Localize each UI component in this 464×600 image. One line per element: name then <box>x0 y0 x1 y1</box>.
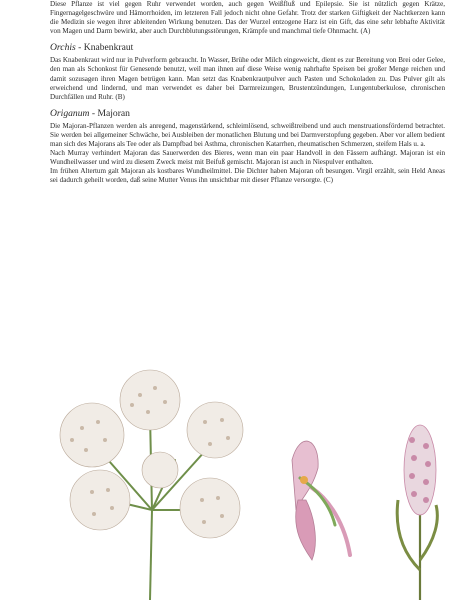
botanical-illustration <box>0 360 464 600</box>
heading-latin-origanum: Origanum <box>50 107 90 119</box>
section-heading-origanum <box>50 108 445 120</box>
orchis-spike-illustration <box>397 425 437 600</box>
text-column <box>50 0 445 186</box>
heading-german-origanum: Majoran <box>97 107 130 119</box>
umbel-plant-illustration <box>60 370 243 600</box>
paragraph-origanum-1: Die Majoran-Pflanzen werden als anregend, magenstärkend, schleimlösend, schweißtreibend und auch menstruationsfördernd betrachtet. Sie werden bei allgemeiner Schwäche, bei Ausbleiben der monatlichen Blutung und bei Darmverstopfung gegeben. Aber vor allem bedient man sich des Majorans als Tee oder als Dampfbad bei Asthma, chronischen Katarrhen, rheumatischen Schmerzen, steifem Hals u. a. <box>50 121 445 149</box>
heading-german-orchis: Knabenkraut <box>83 42 134 54</box>
section-heading-orchis <box>50 42 445 54</box>
heading-separator: - <box>75 42 84 54</box>
paragraph-intro: Diese Pflanze ist viel gegen Ruhr verwendet worden, auch gegen Weißfluß und Epilepsie. Sie ist nützlich gegen Krätze, Fingernagelgeschwüre und Hämorrhoiden, im letzteren Fall jedoch nicht ohne Gefahr. Trotz der starken Giftigkeit der Nachtkerzen kann die Medizin sie wegen ihrer ableitenden Wirkung benutzen. Das der Wurzel entzogene Harz ist ein Gift, das eine sehr lebhafte Aktivität von Magen und Darm bewirkt, aber auch Durchblutungsstörungen, Krämpfe und manchmal tiefe Ohnmacht. (A) <box>50 0 445 36</box>
orchid-flower-illustration <box>292 441 350 560</box>
paragraph-origanum-3: Im frühen Altertum galt Majoran als kostbares Wundheilmittel. Die Dichter haben Majoran oft besungen. Virgil erzählt, sein Held Aneas sei dadurch geheilt worden, daß seine Mutter Venus ihn unsichtbar mit dieser Pflanze versorgte. (C) <box>50 167 445 185</box>
heading-separator: - <box>89 107 98 119</box>
heading-latin-orchis: Orchis <box>50 42 76 54</box>
paragraph-orchis: Das Knabenkraut wird nur in Pulverform gebraucht. In Wasser, Brühe oder Milch eingeweicht, dient es zur Bereitung von Brei oder Gelee, den man als Schonkost für Genesende benutzt, weil man ihnen auf diese Weise wenig nahrhafte Speisen bei großer Menge reichen und damit sozusagen ihren Magen betrügen kann. Man setzt das Knabenkrautpulver auch Pasten und Schokoladen zu. Das Pulver gilt als erweichend und lindernd, und man verwendet es daher bei Darmreizungen, Brustentzündungen, Lungentuberkulose, chronischen Durchfällen und Ruhr. (B) <box>50 56 445 101</box>
paragraph-origanum-2: Nach Murray verhindert Majoran das Sauerwerden des Bieres, wenn man ein paar Handvoll in den Fässern aufhängt. Majoran ist ein Wundheilwasser und wird zu diesem Zweck meist mit Beifuß gemischt. Majoran ist auch in Niespulver enthalten. <box>50 149 445 167</box>
